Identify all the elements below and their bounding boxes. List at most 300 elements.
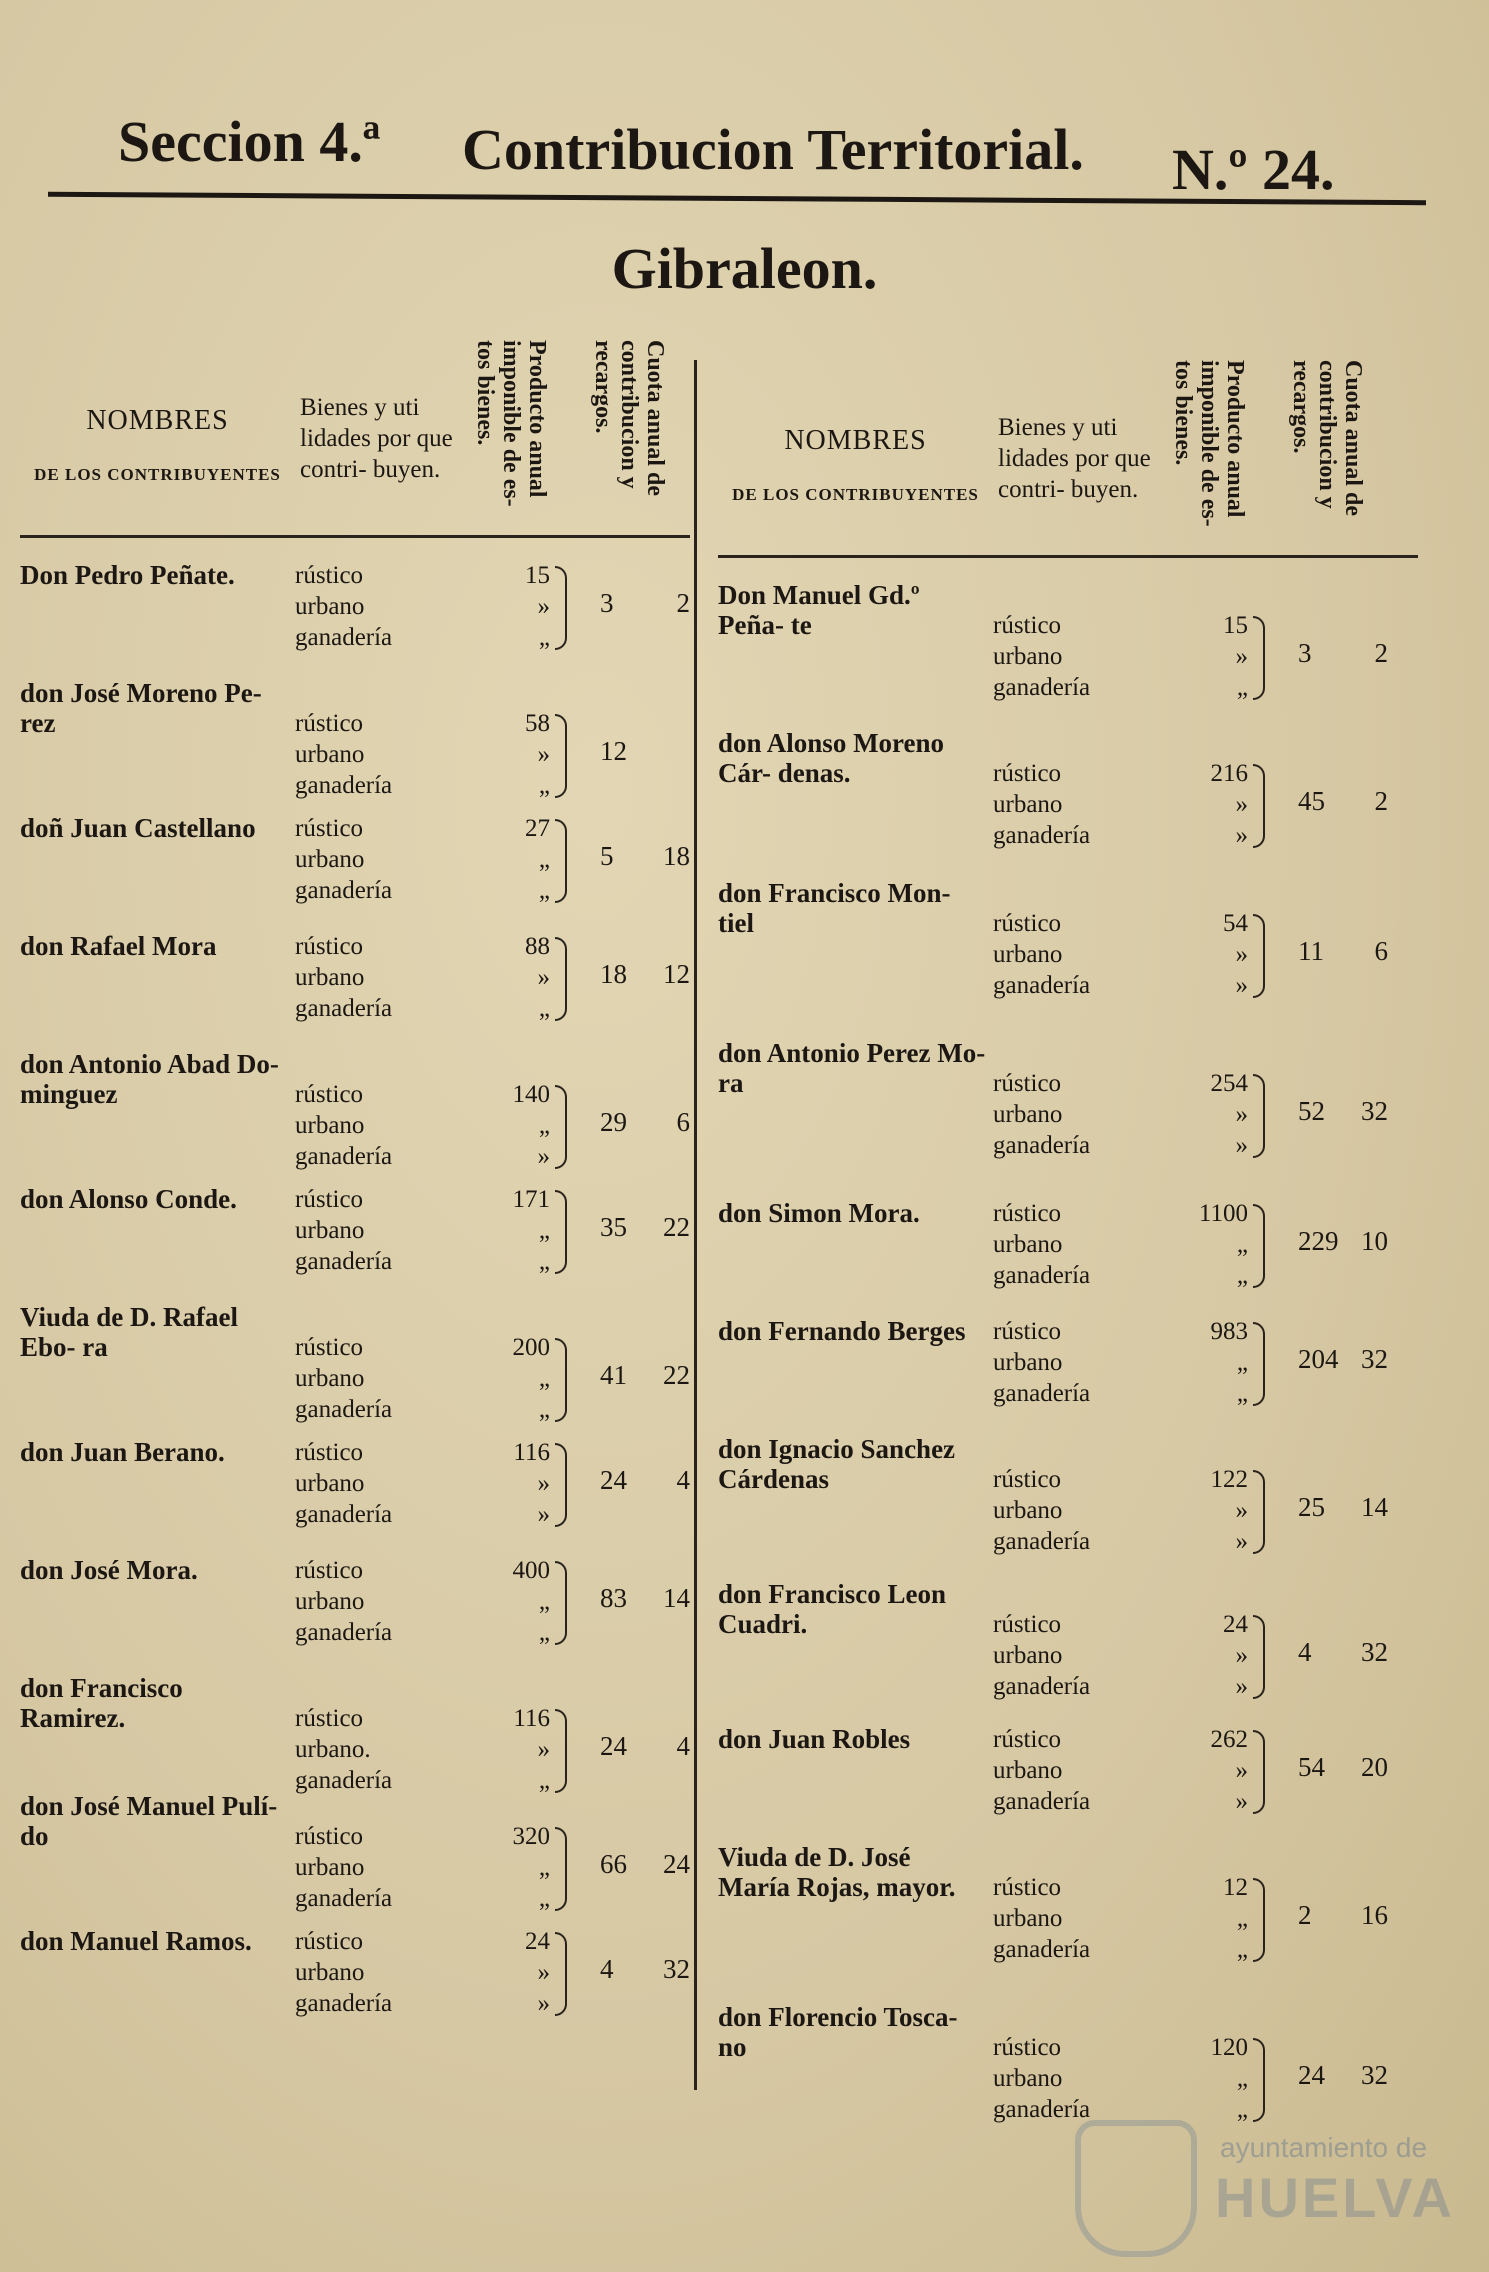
goods-item: ganadería (295, 1248, 393, 1275)
goods-list (993, 758, 1163, 851)
goods-list (295, 1821, 465, 1914)
product-value: 15 (525, 562, 550, 589)
product-values (1163, 1724, 1248, 1817)
quota-maravedis: 2 (1374, 638, 1388, 668)
quota-values (1278, 638, 1388, 669)
quota-values (580, 841, 690, 872)
product-value: » (1235, 1132, 1248, 1159)
contributor-name: don Francisco Ramirez. (20, 1673, 183, 1733)
goods-list (295, 1703, 465, 1796)
quota-maravedis: 14 (1361, 1492, 1388, 1522)
goods-item: urbano (993, 1231, 1063, 1258)
quota-values (1278, 1226, 1388, 1257)
product-value: „ (1236, 1936, 1248, 1963)
quota-values (580, 959, 690, 990)
brace-icon (1253, 1204, 1265, 1288)
product-values (465, 1821, 550, 1914)
product-value: 27 (525, 815, 550, 842)
goods-item: rústico (295, 1334, 364, 1361)
goods-item: ganadería (295, 1885, 393, 1912)
left-column (20, 320, 690, 2044)
goods-item: ganadería (993, 1528, 1091, 1555)
goods-item: urbano (295, 1959, 365, 1986)
quota-values (580, 1360, 690, 1391)
goods-item: rústico (295, 1823, 364, 1850)
quota-reales: 3 (600, 588, 614, 618)
brace-icon (555, 1338, 567, 1422)
goods-item: urbano (295, 1854, 365, 1881)
quota-reales: 11 (1298, 936, 1324, 966)
quota-reales: 54 (1298, 1752, 1325, 1782)
brace-icon (555, 714, 567, 798)
goods-item: ganadería (993, 822, 1091, 849)
goods-item: ganadería (295, 624, 393, 651)
product-value: „ (1236, 1262, 1248, 1289)
table-row (20, 1555, 690, 1673)
contributor-name: Don Manuel Gd.º Peña- te (718, 580, 920, 640)
quota-values (1278, 1637, 1388, 1668)
product-value: » (537, 1501, 550, 1528)
contributor-name: doñ Juan Castellano (20, 813, 256, 843)
goods-item: rústico (295, 1081, 364, 1108)
product-values (1163, 1464, 1248, 1557)
product-value: 24 (1223, 1611, 1248, 1638)
contributor-name: don José Manuel Pulí- do (20, 1791, 278, 1851)
goods-item: rústico (993, 2034, 1062, 2061)
quota-values (580, 736, 690, 767)
goods-item: urbano (993, 1497, 1063, 1524)
product-value: „ (538, 1365, 550, 1392)
product-value: 12 (1223, 1874, 1248, 1901)
goods-item: ganadería (993, 2096, 1091, 2123)
product-values (465, 1703, 550, 1796)
product-values (1163, 908, 1248, 1001)
quota-reales: 24 (600, 1731, 627, 1761)
goods-item: ganadería (993, 1132, 1091, 1159)
product-value: 320 (512, 1823, 550, 1850)
product-values (1163, 1068, 1248, 1161)
product-values (1163, 758, 1248, 851)
product-value: „ (1236, 1380, 1248, 1407)
brace-icon (555, 1190, 567, 1274)
goods-item: ganadería (295, 995, 393, 1022)
table-row (718, 878, 1418, 1038)
product-value: „ (538, 1112, 550, 1139)
goods-list (993, 908, 1163, 1001)
quota-maravedis: 32 (1361, 2060, 1388, 2090)
quota-reales: 12 (600, 736, 627, 766)
names-sublabel: DE LOS CONTRIBUYENTES (732, 485, 979, 504)
producto-label: Producto anual imponible de es- tos bienes. (1170, 360, 1248, 527)
quota-values (580, 1954, 690, 1985)
goods-item: ganadería (993, 674, 1091, 701)
product-value: » (1235, 972, 1248, 999)
goods-list (295, 931, 465, 1024)
product-value: » (1235, 1757, 1248, 1784)
product-value: 88 (525, 933, 550, 960)
goods-item: ganadería (993, 1262, 1091, 1289)
goods-item: ganadería (295, 1990, 393, 2017)
names-sublabel: DE LOS CONTRIBUYENTES (34, 465, 281, 484)
goods-item: rústico (993, 1611, 1062, 1638)
product-values (465, 1555, 550, 1648)
goods-list (295, 1079, 465, 1172)
product-value: „ (538, 846, 550, 873)
table-row (20, 1791, 690, 1926)
product-value: „ (538, 1619, 550, 1646)
product-value: „ (538, 995, 550, 1022)
goods-item: rústico (295, 815, 364, 842)
goods-item: ganadería (993, 1936, 1091, 1963)
product-value: » (537, 741, 550, 768)
table-row (718, 1724, 1418, 1842)
quota-reales: 229 (1298, 1226, 1339, 1256)
product-value: „ (1236, 2096, 1248, 2123)
contributor-name: don Simon Mora. (718, 1198, 920, 1228)
product-values (1163, 1316, 1248, 1409)
product-value: „ (1236, 1905, 1248, 1932)
goods-item: ganadería (295, 877, 393, 904)
brace-icon (555, 1561, 567, 1645)
goods-item: urbano (295, 1365, 365, 1392)
product-values (1163, 1198, 1248, 1291)
goods-list (295, 1926, 465, 2019)
product-value: 54 (1223, 910, 1248, 937)
quota-maravedis: 32 (1361, 1637, 1388, 1667)
product-value: » (537, 1470, 550, 1497)
quota-values (580, 588, 690, 619)
table-row (20, 1302, 690, 1437)
product-values (1163, 1609, 1248, 1702)
contributor-name: don Antonio Abad Do- minguez (20, 1049, 279, 1109)
contributor-name: don Francisco Leon Cuadri. (718, 1579, 947, 1639)
goods-list (993, 1872, 1163, 1965)
quota-reales: 35 (600, 1212, 627, 1242)
table-row (718, 728, 1418, 878)
quota-maravedis: 10 (1361, 1226, 1388, 1256)
table-row (20, 1673, 690, 1794)
quota-maravedis: 16 (1361, 1900, 1388, 1930)
goods-item: urbano (295, 741, 365, 768)
quota-maravedis: 4 (676, 1465, 690, 1495)
goods-item: urbano (993, 941, 1063, 968)
product-values (465, 1926, 550, 2019)
contributor-name: Don Pedro Peñate. (20, 560, 235, 590)
cuota-label: Cuota anual de contribucion y recargos. (1288, 360, 1366, 517)
contributor-name: don Juan Berano. (20, 1437, 225, 1467)
table-row (20, 560, 690, 678)
goods-item: urbano. (295, 1736, 371, 1763)
bienes-header: Bienes y uti lidades por que contri- buyen. (300, 394, 453, 483)
goods-item: urbano (993, 1349, 1063, 1376)
brace-icon (1253, 2038, 1265, 2122)
goods-item: ganadería (993, 1380, 1091, 1407)
contributor-name: don Ignacio Sanchez Cárdenas (718, 1434, 956, 1494)
brace-icon (555, 819, 567, 903)
contributor-name: don Florencio Tosca- no (718, 2002, 958, 2062)
quota-maravedis: 12 (663, 959, 690, 989)
goods-item: rústico (993, 1200, 1062, 1227)
table-header (718, 340, 1418, 558)
goods-item: ganadería (295, 1767, 393, 1794)
cuota-label: Cuota anual de contribucion y recargos. (590, 340, 668, 497)
goods-list (993, 610, 1163, 703)
quota-values (1278, 1096, 1388, 1127)
goods-list (993, 1724, 1163, 1817)
goods-item: rústico (295, 1928, 364, 1955)
product-values (465, 560, 550, 653)
section-label: Seccion 4.ª (118, 109, 381, 174)
product-value: „ (538, 1248, 550, 1275)
goods-item: rústico (993, 1874, 1062, 1901)
quota-reales: 24 (1298, 2060, 1325, 2090)
goods-list (993, 2032, 1163, 2125)
cuota-header (590, 340, 685, 535)
product-value: 122 (1210, 1466, 1248, 1493)
quota-reales: 24 (600, 1465, 627, 1495)
table-row (718, 1198, 1418, 1316)
product-value: 1100 (1198, 1200, 1248, 1227)
quota-maravedis: 22 (663, 1360, 690, 1390)
quota-values (580, 1583, 690, 1614)
table-row (20, 1926, 690, 2044)
product-values (465, 931, 550, 1024)
product-value: » (1235, 1642, 1248, 1669)
goods-item: urbano (993, 1101, 1063, 1128)
product-value: „ (538, 877, 550, 904)
quota-values (580, 1849, 690, 1880)
goods-item: urbano (295, 1217, 365, 1244)
shield-icon (1075, 2120, 1197, 2257)
table-row (718, 580, 1418, 728)
table-row (20, 1184, 690, 1302)
product-value: » (1235, 1788, 1248, 1815)
product-value: 58 (525, 710, 550, 737)
quota-maravedis: 2 (676, 588, 690, 618)
right-column (718, 340, 1418, 2152)
goods-item: urbano (993, 791, 1063, 818)
product-value: » (1235, 791, 1248, 818)
product-value: „ (1236, 674, 1248, 701)
table-header (20, 320, 690, 538)
brace-icon (555, 1085, 567, 1169)
contributor-name: Viuda de D. Rafael Ebo- ra (20, 1302, 239, 1362)
goods-item: ganadería (295, 1143, 393, 1170)
product-values (465, 1184, 550, 1277)
quota-values (1278, 936, 1388, 967)
quota-maravedis: 32 (1361, 1096, 1388, 1126)
quota-reales: 83 (600, 1583, 627, 1613)
cuota-header (1288, 360, 1383, 555)
goods-list (993, 1609, 1163, 1702)
product-value: » (537, 1143, 550, 1170)
quota-reales: 18 (600, 959, 627, 989)
goods-list (993, 1198, 1163, 1291)
contributor-name: don Rafael Mora (20, 931, 217, 961)
quota-reales: 5 (600, 841, 614, 871)
quota-reales: 25 (1298, 1492, 1325, 1522)
quota-values (1278, 1344, 1388, 1375)
quota-reales: 3 (1298, 638, 1312, 668)
product-value: » (1235, 643, 1248, 670)
table-row (718, 1842, 1418, 2002)
goods-item: urbano (295, 1470, 365, 1497)
table-row (718, 1038, 1418, 1198)
goods-item: urbano (993, 2065, 1063, 2092)
product-value: 140 (512, 1081, 550, 1108)
goods-list (295, 1332, 465, 1425)
goods-item: rústico (993, 1726, 1062, 1753)
brace-icon (1253, 616, 1265, 700)
quota-reales: 41 (600, 1360, 627, 1390)
product-value: „ (1236, 2065, 1248, 2092)
product-value: „ (538, 772, 550, 799)
brace-icon (1253, 1615, 1265, 1699)
goods-item: rústico (993, 760, 1062, 787)
product-value: 262 (1210, 1726, 1248, 1753)
product-value: 15 (1223, 612, 1248, 639)
goods-item: urbano (993, 1905, 1063, 1932)
goods-item: ganadería (295, 772, 393, 799)
brace-icon (555, 1443, 567, 1527)
contributor-name: don Fernando Berges (718, 1316, 966, 1346)
product-value: » (1235, 1101, 1248, 1128)
product-value: 983 (1210, 1318, 1248, 1345)
product-values (465, 1437, 550, 1530)
product-values (1163, 1872, 1248, 1965)
contributor-name: don José Moreno Pe- rez (20, 678, 262, 738)
product-value: » (537, 593, 550, 620)
table-row (718, 1579, 1418, 1724)
goods-list (993, 1316, 1163, 1409)
names-header (20, 405, 295, 485)
page-title: Contribucion Territorial. (462, 117, 1084, 182)
quota-values (580, 1465, 690, 1496)
contributor-name: Viuda de D. José María Rojas, mayor. (718, 1842, 956, 1902)
goods-item: urbano (295, 964, 365, 991)
table-row (718, 1434, 1418, 1579)
product-value: „ (538, 1885, 550, 1912)
product-value: 400 (512, 1557, 550, 1584)
watermark-big: HUELVA (1215, 2166, 1455, 2229)
table-row (20, 1437, 690, 1555)
watermark (1075, 2120, 1455, 2250)
goods-list (295, 560, 465, 653)
goods-list (295, 1555, 465, 1648)
brace-icon (1253, 1470, 1265, 1554)
quota-reales: 45 (1298, 786, 1325, 816)
goods-item: rústico (295, 933, 364, 960)
brace-icon (1253, 1322, 1265, 1406)
product-value: » (1235, 1673, 1248, 1700)
product-value: » (537, 1959, 550, 1986)
quota-reales: 52 (1298, 1096, 1325, 1126)
goods-item: ganadería (295, 1619, 393, 1646)
goods-list (295, 1437, 465, 1530)
quota-values (1278, 1492, 1388, 1523)
quota-values (1278, 786, 1388, 817)
table-row (20, 931, 690, 1049)
brace-icon (1253, 914, 1265, 998)
quota-values (1278, 2060, 1388, 2091)
producto-label: Producto anual imponible de es- tos bienes. (472, 340, 550, 507)
product-values (465, 708, 550, 801)
goods-item: urbano (993, 1757, 1063, 1784)
contributor-name: don José Mora. (20, 1555, 198, 1585)
product-value: » (1235, 822, 1248, 849)
contributor-name: don Manuel Ramos. (20, 1926, 252, 1956)
goods-item: rústico (295, 1705, 364, 1732)
brace-icon (1253, 1074, 1265, 1158)
quota-reales: 4 (600, 1954, 614, 1984)
right-rows (718, 580, 1418, 2152)
left-rows (20, 560, 690, 2044)
product-value: „ (538, 1396, 550, 1423)
goods-item: urbano (993, 1642, 1063, 1669)
quota-reales: 4 (1298, 1637, 1312, 1667)
producto-header (1170, 360, 1255, 555)
goods-list (993, 1068, 1163, 1161)
product-value: » (537, 1736, 550, 1763)
page-number: N.º 24. (1172, 137, 1335, 202)
brace-icon (1253, 764, 1265, 848)
producto-header (472, 340, 557, 535)
bienes-header: Bienes y uti lidades por que contri- buyen. (998, 414, 1151, 503)
product-value: 216 (1210, 760, 1248, 787)
quota-values (580, 1212, 690, 1243)
product-value: » (1235, 1528, 1248, 1555)
contributor-name: don Juan Robles (718, 1724, 911, 1754)
product-value: „ (538, 1854, 550, 1881)
goods-item: ganadería (993, 972, 1091, 999)
goods-item: urbano (295, 1112, 365, 1139)
goods-item: urbano (295, 1588, 365, 1615)
goods-list (295, 813, 465, 906)
goods-item: urbano (295, 846, 365, 873)
goods-item: ganadería (295, 1396, 393, 1423)
product-value: 254 (1210, 1070, 1248, 1097)
page-header (0, 100, 1489, 202)
quota-maravedis: 14 (663, 1583, 690, 1613)
goods-item: rústico (993, 612, 1062, 639)
goods-item: rústico (993, 1070, 1062, 1097)
quota-reales: 2 (1298, 1900, 1312, 1930)
quota-values (1278, 1752, 1388, 1783)
product-value: „ (1236, 1349, 1248, 1376)
goods-item: rústico (993, 910, 1062, 937)
goods-item: rústico (295, 1186, 364, 1213)
goods-list (993, 1464, 1163, 1557)
brace-icon (1253, 1878, 1265, 1962)
brace-icon (1253, 1730, 1265, 1814)
goods-list (295, 708, 465, 801)
product-value: „ (538, 624, 550, 651)
product-value: » (1235, 941, 1248, 968)
goods-item: rústico (993, 1318, 1062, 1345)
goods-item: rústico (295, 710, 364, 737)
brace-icon (555, 566, 567, 650)
product-value: „ (538, 1217, 550, 1244)
table-row (718, 1316, 1418, 1434)
brace-icon (555, 1827, 567, 1911)
watermark-small: ayuntamiento de (1220, 2132, 1428, 2163)
product-value: 171 (512, 1186, 550, 1213)
product-values (465, 1332, 550, 1425)
goods-item: rústico (295, 562, 364, 589)
contributor-name: don Alonso Conde. (20, 1184, 237, 1214)
quota-maravedis: 4 (676, 1731, 690, 1761)
quota-reales: 204 (1298, 1344, 1339, 1374)
